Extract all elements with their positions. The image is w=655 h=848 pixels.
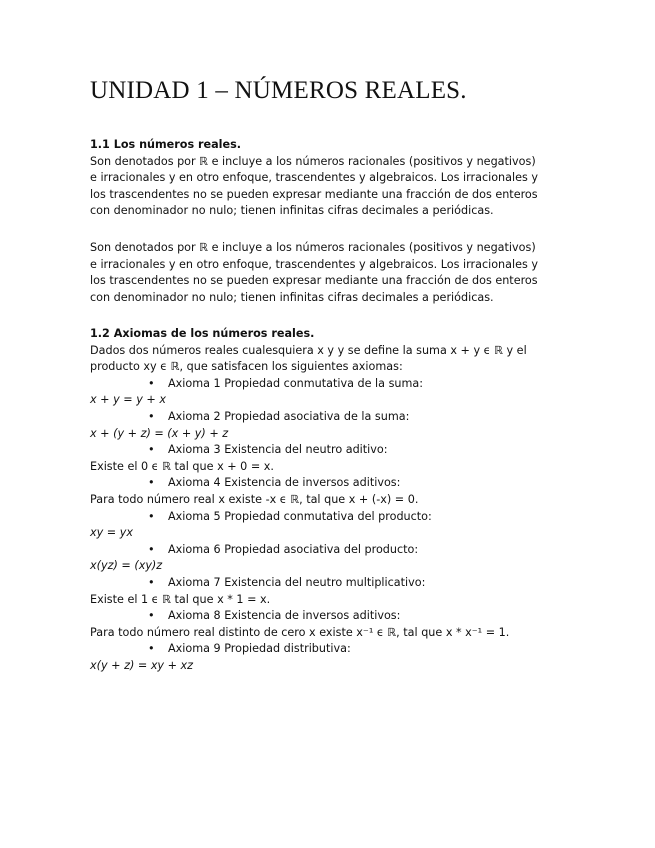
axiom-label: Axioma 5 Propiedad conmutativa del producto: bbox=[168, 509, 432, 523]
axiom-formula: x(y + z) = xy + xz bbox=[90, 658, 194, 672]
bullet-icon: • bbox=[148, 609, 155, 623]
section-2-heading: 1.2 Axiomas de los números reales. bbox=[90, 327, 315, 340]
bullet-icon: • bbox=[148, 575, 155, 589]
axiom-formula: x + y = y + x bbox=[90, 393, 166, 407]
axiom-item bbox=[90, 542, 540, 559]
axiom-item bbox=[90, 575, 540, 592]
axiom-item bbox=[90, 442, 540, 459]
bullet-icon: • bbox=[148, 476, 155, 490]
section-2-intro: Dados dos números reales cualesquiera x y y se define la suma x + y ϵ ℝ y el producto xy ϵ ℝ, que satisfacen los siguientes axiomas: bbox=[90, 343, 527, 374]
axiom-formula: Para todo número real x existe -x ϵ ℝ, tal que x + (-x) = 0. bbox=[90, 492, 419, 506]
section-1-paragraph-2: Son denotados por ℝ e incluye a los números racionales (positivos y negativos) e irracionales y en otro enfoque, trascendentes y algebraicos. Los irracionales y los trascendentes no se pueden expresar mediante una fracción de dos enteros con denominador no nulo; tienen infinitas cifras decimales a periódicas. bbox=[90, 241, 538, 304]
axiom-item bbox=[90, 641, 540, 658]
section-1-heading: 1.1 Los números reales. bbox=[90, 138, 241, 151]
axiom-label: Axioma 4 Existencia de inversos aditivos: bbox=[168, 476, 401, 490]
axiom-formula: Para todo número real distinto de cero x existe x⁻¹ ϵ ℝ, tal que x * x⁻¹ = 1. bbox=[90, 625, 510, 639]
axiom-formula: x(yz) = (xy)z bbox=[90, 559, 163, 573]
axiom-label: Axioma 7 Existencia del neutro multiplicativo: bbox=[168, 575, 426, 589]
axiom-label: Axioma 2 Propiedad asociativa de la suma: bbox=[168, 409, 410, 423]
axiom-formula: x + (y + z) = (x + y) + z bbox=[90, 426, 229, 440]
axiom-label: Axioma 3 Existencia del neutro aditivo: bbox=[168, 443, 388, 457]
axiom-formula: Existe el 0 ϵ ℝ tal que x + 0 = x. bbox=[90, 459, 274, 473]
bullet-icon: • bbox=[148, 409, 155, 423]
axiom-formula: xy = yx bbox=[90, 526, 133, 540]
axiom-formula: Existe el 1 ϵ ℝ tal que x * 1 = x. bbox=[90, 592, 271, 606]
page-title: UNIDAD 1 – NÚMEROS REALES. bbox=[90, 77, 467, 104]
axiom-list bbox=[90, 376, 540, 675]
section-1 bbox=[90, 137, 540, 220]
section-1-repeat bbox=[90, 240, 540, 306]
axiom-item bbox=[90, 475, 540, 492]
axiom-item bbox=[90, 409, 540, 426]
bullet-icon: • bbox=[148, 542, 155, 556]
axiom-item bbox=[90, 509, 540, 526]
section-2 bbox=[90, 326, 540, 674]
axiom-label: Axioma 1 Propiedad conmutativa de la suma: bbox=[168, 376, 424, 390]
bullet-icon: • bbox=[148, 642, 155, 656]
axiom-item bbox=[90, 376, 540, 393]
axiom-label: Axioma 8 Existencia de inversos aditivos: bbox=[168, 609, 401, 623]
axiom-label: Axioma 9 Propiedad distributiva: bbox=[168, 642, 351, 656]
section-1-paragraph-1: Son denotados por ℝ e incluye a los números racionales (positivos y negativos) e irracionales y en otro enfoque, trascendentes y algebraicos. Los irracionales y los trascendentes no se pueden expresar mediante una fracción de dos enteros con denominador no nulo; tienen infinitas cifras decimales a periódicas. bbox=[90, 154, 538, 218]
axiom-item bbox=[90, 608, 540, 625]
bullet-icon: • bbox=[148, 509, 155, 523]
axiom-label: Axioma 6 Propiedad asociativa del producto: bbox=[168, 542, 419, 556]
bullet-icon: • bbox=[148, 443, 155, 457]
bullet-icon: • bbox=[148, 376, 155, 390]
